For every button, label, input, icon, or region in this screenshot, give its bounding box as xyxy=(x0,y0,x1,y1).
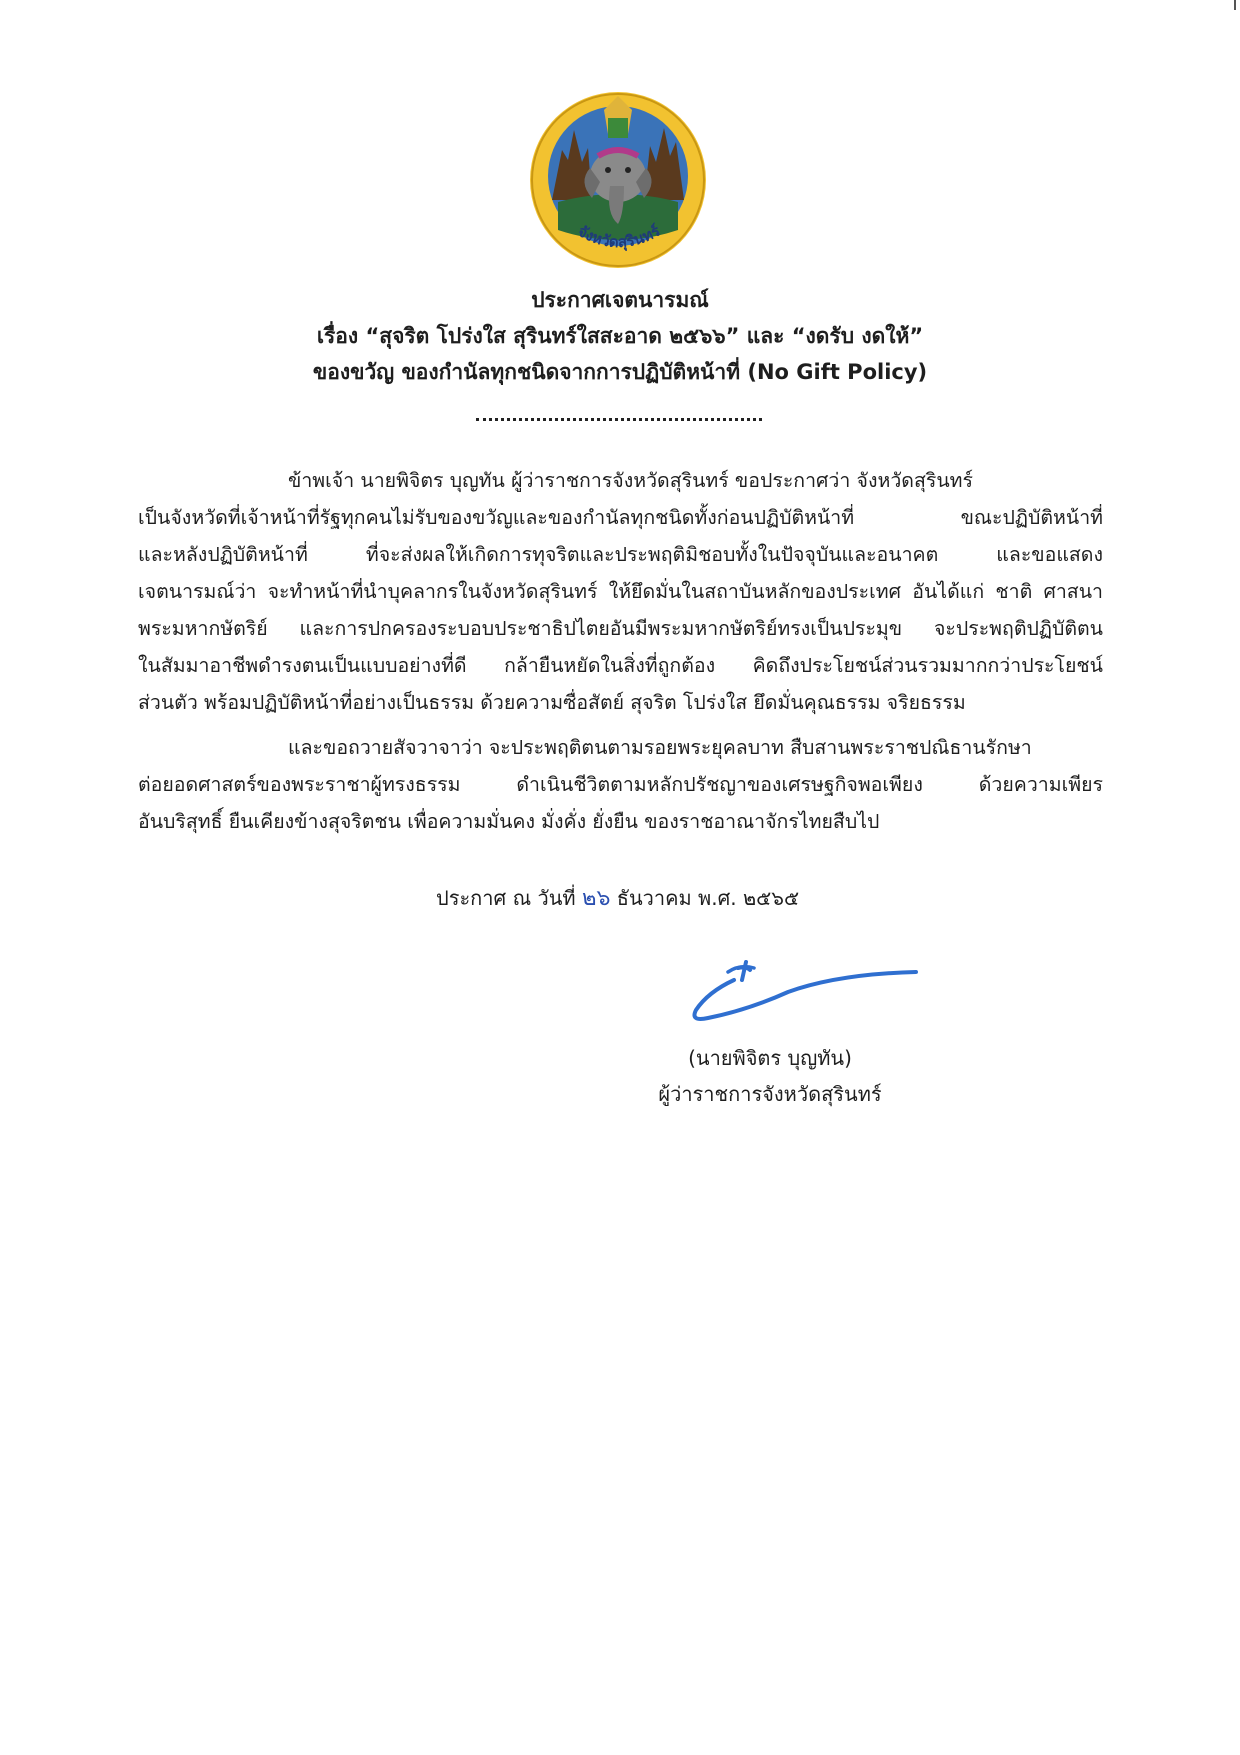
date-suffix: ธันวาคม พ.ศ. ๒๕๖๕ xyxy=(616,886,800,910)
signatory-position: ผู้ว่าราชการจังหวัดสุรินทร์ xyxy=(658,1082,882,1106)
announcement-date xyxy=(436,880,799,917)
announcement-title: ประกาศเจตนารมณ์ xyxy=(531,288,709,312)
paragraph-1-line: ส่วนตัว พร้อมปฏิบัติหน้าที่อย่างเป็นธรรม ด้วยความซื่อสัตย์ สุจริต โปร่งใส ยึดมั่นคุณธรรม จริยธรรม xyxy=(138,691,966,714)
announcement-subject-cont: ของขวัญ ของกำนัลทุกชนิดจากการปฏิบัติหน้าที่ (No Gift Policy) xyxy=(312,360,928,384)
paragraph-2-line: อันบริสุทธิ์ ยืนเคียงข้างสุจริตชน เพื่อความมั่นคง มั่งคั่ง ยั่งยืน ของราชอาณาจักรไทยสืบไป xyxy=(138,810,880,833)
announcement-header xyxy=(120,282,1120,390)
date-prefix: ประกาศ ณ วันที่ xyxy=(436,886,576,910)
paragraph-1-line: และหลังปฏิบัติหน้าที่ ที่จะส่งผลให้เกิดการทุจริตและประพฤติมิชอบทั้งในปัจจุบันและอนาคต และขอแสดง xyxy=(138,543,1103,566)
dotted-separator xyxy=(476,418,762,427)
paragraph-2-line: ต่อยอดศาสตร์ของพระราชาผู้ทรงธรรม ดำเนินชีวิตตามหลักปรัชญาของเศรษฐกิจพอเพียง ด้วยความเพียร xyxy=(138,773,1103,796)
paragraph-1-line: เจตนารมณ์ว่า จะทำหน้าที่นำบุคลากรในจังหวัดสุรินทร์ ให้ยึดมั่นในสถาบันหลักของประเทศ อันได้แก่ ชาติ ศาสนา xyxy=(138,580,1103,603)
signatory-name: (นายพิจิตร บุญทัน) xyxy=(688,1046,852,1070)
paragraph-1-line: เป็นจังหวัดที่เจ้าหน้าที่รัฐทุกคนไม่รับของขวัญและของกำนัลทุกชนิดทั้งก่อนปฏิบัติหน้าที่ ขณะปฏิบัติหน้าที่ xyxy=(138,506,1103,529)
paragraph-2 xyxy=(138,729,1103,840)
paragraph-1-line: พระมหากษัตริย์ และการปกครองระบอบประชาธิปไตยอันมีพระมหากษัตริย์ทรงเป็นประมุข จะประพฤติปฏิบัติตน xyxy=(138,617,1103,640)
signatory-block xyxy=(640,1040,900,1112)
seal-text: จังหวัดสุรินทร์ xyxy=(574,221,664,252)
date-day-handwritten: ๒๖ xyxy=(581,886,611,911)
paragraph-2-line: และขอถวายสัจวาจาว่า จะประพฤติตนตามรอยพระยุคลบาท สืบสานพระราชปณิธานรักษา xyxy=(288,736,1032,759)
handwritten-signature xyxy=(688,952,928,1024)
surin-province-seal-logo xyxy=(528,90,708,270)
announcement-body xyxy=(138,462,1103,848)
scan-mark xyxy=(1234,0,1236,10)
announcement-subject: เรื่อง “สุจริต โปร่งใส สุรินทร์ใสสะอาด ๒๕๖๖” และ “งดรับ งดให้” xyxy=(316,324,924,348)
paragraph-1-line: ในสัมมาอาชีพดำรงตนเป็นแบบอย่างที่ดี กล้ายืนหยัดในสิ่งที่ถูกต้อง คิดถึงประโยชน์ส่วนรวมมากกว่าประโยชน์ xyxy=(138,654,1103,677)
paragraph-1-line: ข้าพเจ้า นายพิจิตร บุญทัน ผู้ว่าราชการจังหวัดสุรินทร์ ขอประกาศว่า จังหวัดสุรินทร์ xyxy=(288,469,973,492)
paragraph-1 xyxy=(138,462,1103,721)
